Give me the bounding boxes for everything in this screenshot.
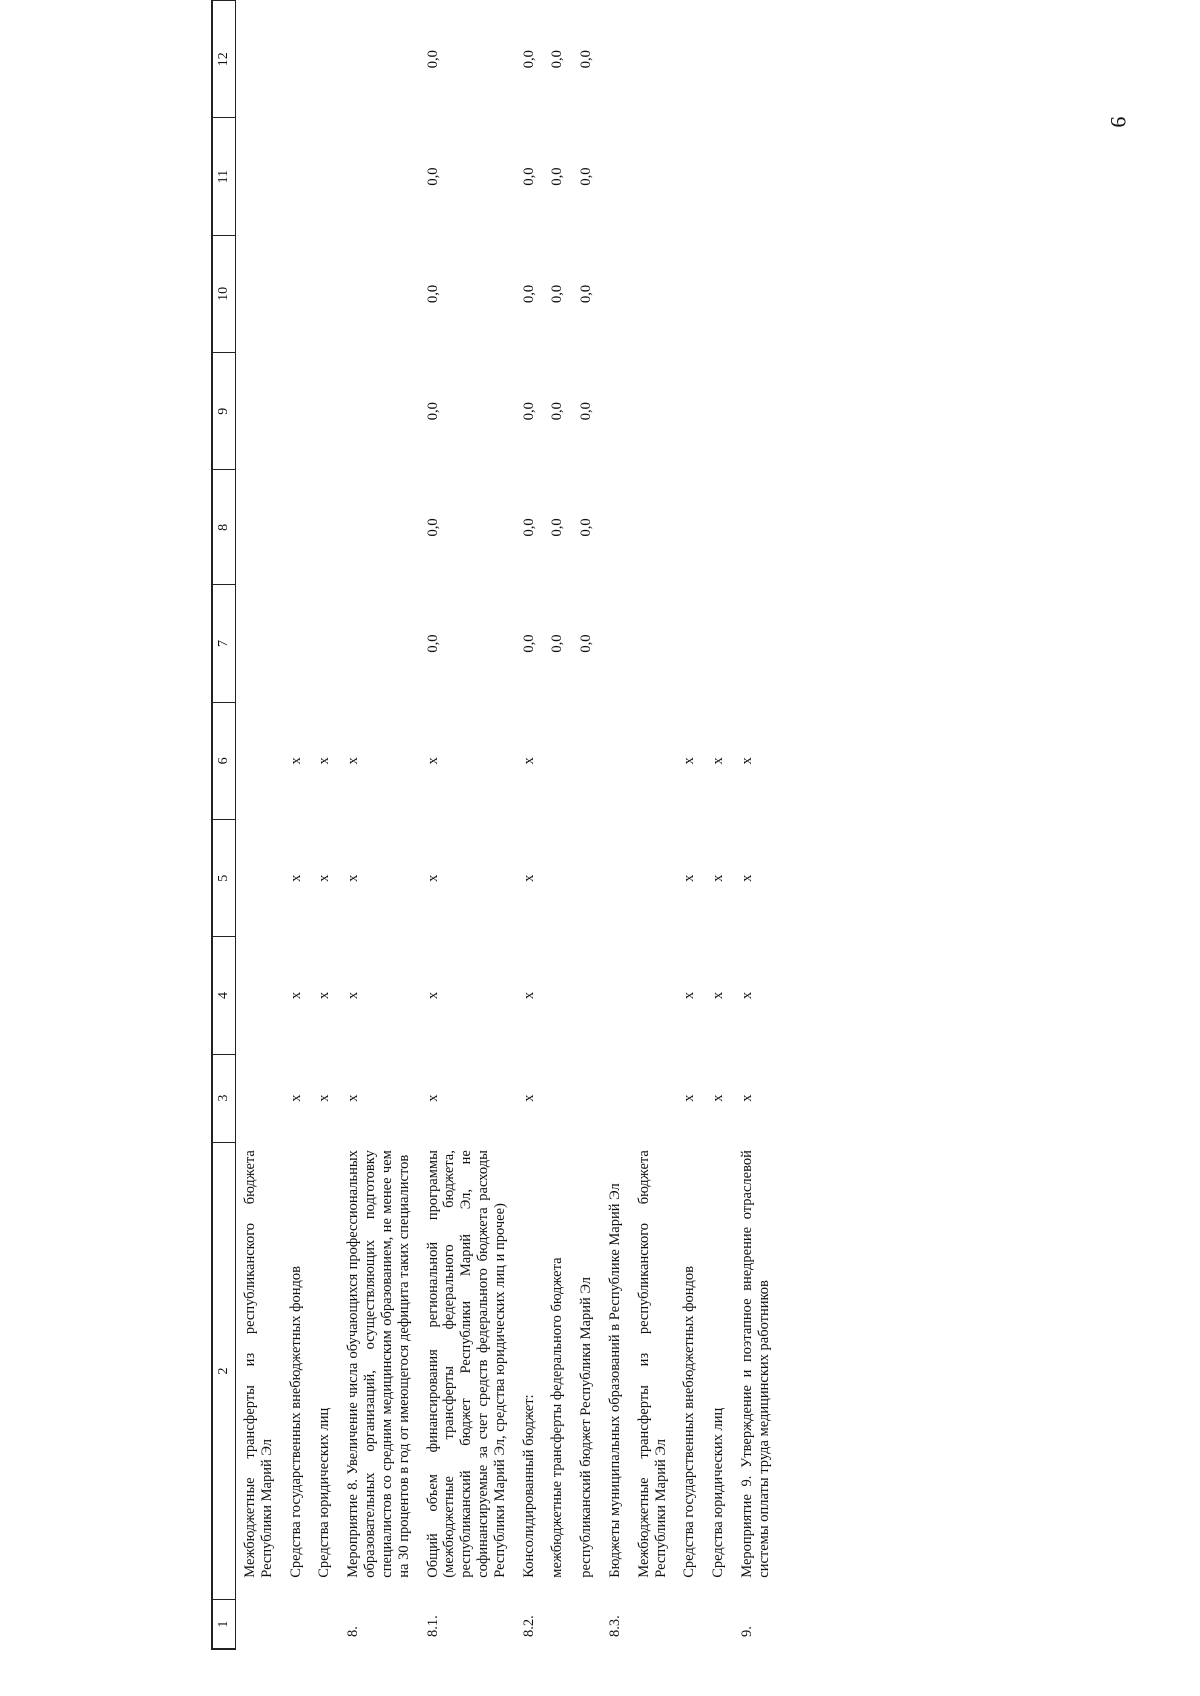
row-description: Средства юридических лиц (316, 1407, 333, 1578)
table-row (419, 1, 515, 1650)
row-number (572, 1600, 601, 1649)
cell-col-4: х (739, 991, 756, 1000)
cell-col-9 (236, 353, 282, 470)
cell-col-3: х (424, 1094, 441, 1102)
cell-col-5 (543, 820, 572, 937)
cell-col-11 (675, 118, 704, 235)
cell-col-4: х (345, 991, 362, 1000)
cell-col-9: 0,0 (549, 402, 566, 421)
cell-col-11 (630, 118, 676, 235)
cell-col-3 (601, 1054, 630, 1142)
row-number (543, 1600, 572, 1649)
cell-col-8: 0,0 (424, 518, 441, 537)
rotated-table-container (211, 0, 1200, 1650)
cell-col-6 (630, 702, 676, 819)
cell-col-3: х (710, 1094, 727, 1102)
cell-col-12 (733, 1, 779, 118)
table-row (572, 1, 601, 1650)
table-row (339, 1, 418, 1650)
cell-col-12: 0,0 (578, 50, 595, 69)
cell-col-6: х (345, 757, 362, 765)
cell-col-11: 0,0 (424, 167, 441, 186)
cell-col-10: 0,0 (520, 284, 537, 303)
cell-col-6: х (710, 757, 727, 765)
cell-col-8: 0,0 (578, 518, 595, 537)
cell-col-3 (572, 1054, 601, 1142)
row-number: 9. (739, 1626, 756, 1637)
cell-col-3: х (316, 1094, 333, 1102)
cell-col-8 (339, 470, 418, 585)
cell-col-6: х (424, 757, 441, 765)
cell-col-11 (282, 118, 311, 235)
row-number (704, 1600, 733, 1649)
cell-col-10 (704, 235, 733, 352)
cell-col-6: х (316, 757, 333, 765)
row-number: 8.1. (424, 1615, 441, 1637)
column-header-3: 3 (212, 1054, 236, 1142)
cell-col-6 (236, 702, 282, 819)
row-description: Бюджеты муниципальных образований в Республике Марий Эл (607, 1183, 623, 1578)
cell-col-10 (339, 235, 418, 352)
column-header-12: 12 (212, 1, 236, 118)
cell-col-6: х (287, 757, 304, 765)
cell-col-3: х (681, 1094, 698, 1102)
cell-col-5: х (710, 874, 727, 882)
table-row (630, 1, 676, 1650)
cell-col-11 (339, 118, 418, 235)
table-row (310, 1, 339, 1650)
cell-col-12: 0,0 (520, 50, 537, 69)
cell-col-6 (543, 702, 572, 819)
cell-col-12 (601, 1, 630, 118)
cell-col-8 (310, 470, 339, 585)
cell-col-9 (310, 353, 339, 470)
column-header-10: 10 (212, 235, 236, 352)
cell-col-11 (310, 118, 339, 235)
cell-col-3: х (287, 1094, 304, 1102)
row-number (282, 1600, 311, 1649)
cell-col-5: х (287, 874, 304, 882)
cell-col-7 (339, 585, 418, 702)
table-header (212, 1, 236, 1650)
page-number: 9 (1106, 116, 1131, 128)
table-row (601, 1, 630, 1650)
cell-col-11: 0,0 (578, 167, 595, 186)
cell-col-12 (236, 1, 282, 118)
cell-col-4: х (316, 991, 333, 1000)
cell-col-10 (733, 235, 779, 352)
cell-col-7 (733, 585, 779, 702)
column-header-1: 1 (212, 1600, 236, 1649)
row-description: Средства государственных внебюджетных фондов (681, 1266, 698, 1578)
cell-col-10 (310, 235, 339, 352)
column-header-5: 5 (212, 820, 236, 937)
cell-col-9 (630, 353, 676, 470)
cell-col-6: х (681, 757, 698, 765)
column-header-2: 2 (212, 1142, 236, 1600)
cell-col-6: х (739, 757, 756, 765)
cell-col-10: 0,0 (549, 284, 566, 303)
table-row (704, 1, 733, 1650)
cell-col-7 (236, 585, 282, 702)
cell-col-12 (704, 1, 733, 118)
cell-col-8 (704, 470, 733, 585)
cell-col-9: 0,0 (520, 402, 537, 421)
column-header-8: 8 (212, 470, 236, 585)
cell-col-5 (572, 820, 601, 937)
column-header-6: 6 (212, 702, 236, 819)
cell-col-3 (236, 1054, 282, 1142)
cell-col-4: х (681, 991, 698, 1000)
cell-col-7 (282, 585, 311, 702)
cell-col-5: х (345, 874, 362, 882)
cell-col-12 (310, 1, 339, 118)
cell-col-5 (236, 820, 282, 937)
row-description: Мероприятие 9. Утверждение и поэтапное внедрение отраслевой системы оплаты труда медицинских работников (739, 1150, 772, 1578)
cell-col-11 (601, 118, 630, 235)
cell-col-3: х (520, 1094, 537, 1102)
cell-col-5 (630, 820, 676, 937)
cell-col-10 (630, 235, 676, 352)
cell-col-7 (630, 585, 676, 702)
cell-col-10: 0,0 (424, 284, 441, 303)
cell-col-8 (282, 470, 311, 585)
cell-col-10 (601, 235, 630, 352)
cell-col-8 (236, 470, 282, 585)
row-number (236, 1600, 282, 1649)
cell-col-11 (733, 118, 779, 235)
cell-col-6: х (520, 757, 537, 765)
cell-col-8: 0,0 (549, 518, 566, 537)
row-description: Средства государственных внебюджетных фондов (287, 1266, 304, 1578)
cell-col-5 (601, 820, 630, 937)
row-description: Межбюджетные трансферты из республиканского бюджета Республики Марий Эл (242, 1150, 275, 1578)
cell-col-6 (572, 702, 601, 819)
cell-col-4 (543, 937, 572, 1054)
cell-col-5: х (520, 874, 537, 882)
cell-col-9 (339, 353, 418, 470)
table-row (515, 1, 544, 1650)
cell-col-9 (675, 353, 704, 470)
cell-col-9 (704, 353, 733, 470)
cell-col-5: х (424, 874, 441, 882)
row-description: Общий объем финансирования региональной программы (межбюджетные трансферты федерального бюджета, республиканский бюджет Республики Марий Эл, не софинансируемые за счет средств федерального бюджета расходы Республики Марий Эл, средства юридических лиц и прочее) (424, 1150, 508, 1578)
cell-col-12 (675, 1, 704, 118)
cell-col-12 (339, 1, 418, 118)
cell-col-4 (236, 937, 282, 1054)
cell-col-4 (572, 937, 601, 1054)
cell-col-8 (733, 470, 779, 585)
row-description: Средства юридических лиц (710, 1407, 727, 1578)
cell-col-5: х (316, 874, 333, 882)
row-number (630, 1600, 676, 1649)
cell-col-4: х (424, 991, 441, 1000)
row-description: республиканский бюджет Республики Марий Эл (578, 1276, 595, 1578)
cell-col-4: х (520, 991, 537, 1000)
cell-col-8 (675, 470, 704, 585)
column-header-4: 4 (212, 937, 236, 1054)
cell-col-12: 0,0 (549, 50, 566, 69)
cell-col-11: 0,0 (520, 167, 537, 186)
row-number: 8.2. (520, 1615, 537, 1637)
cell-col-4: х (710, 991, 727, 1000)
cell-col-3: х (739, 1094, 756, 1102)
row-description: Мероприятие 8. Увеличение числа обучающихся профессиональных образовательных организаций, осуществляющих подготовку специалистов со средним медицинским образованием, не менее чем на 30 процентов в год от имеющегося дефицита таких специалистов (345, 1150, 412, 1578)
cell-col-4 (630, 937, 676, 1054)
column-header-9: 9 (212, 353, 236, 470)
table-row (675, 1, 704, 1650)
cell-col-7: 0,0 (520, 634, 537, 653)
cell-col-7: 0,0 (578, 634, 595, 653)
row-number (675, 1600, 704, 1649)
table-row (236, 1, 282, 1650)
cell-col-9: 0,0 (578, 402, 595, 421)
cell-col-7: 0,0 (549, 634, 566, 653)
cell-col-3 (630, 1054, 676, 1142)
cell-col-12 (282, 1, 311, 118)
cell-col-5: х (739, 874, 756, 882)
cell-col-12: 0,0 (424, 50, 441, 69)
cell-col-10 (675, 235, 704, 352)
cell-col-10 (282, 235, 311, 352)
cell-col-3: х (345, 1094, 362, 1102)
row-number (310, 1600, 339, 1649)
table-row (282, 1, 311, 1650)
cell-col-8: 0,0 (520, 518, 537, 537)
row-number: 8.3. (607, 1615, 623, 1637)
cell-col-7 (675, 585, 704, 702)
row-description: межбюджетные трансферты федерального бюджета (549, 1257, 566, 1578)
cell-col-4 (601, 937, 630, 1054)
cell-col-9 (282, 353, 311, 470)
cell-col-12 (630, 1, 676, 118)
cell-col-7 (704, 585, 733, 702)
cell-col-9 (733, 353, 779, 470)
row-number: 8. (345, 1626, 362, 1637)
cell-col-7 (310, 585, 339, 702)
column-header-7: 7 (212, 585, 236, 702)
cell-col-10: 0,0 (578, 284, 595, 303)
cell-col-7 (601, 585, 630, 702)
table-row (543, 1, 572, 1650)
table-row (733, 1, 779, 1650)
cell-col-11 (704, 118, 733, 235)
cell-col-11: 0,0 (549, 167, 566, 186)
cell-col-11 (236, 118, 282, 235)
financing-table (211, 0, 779, 1650)
row-description: Консолидированный бюджет: (520, 1394, 537, 1578)
cell-col-8 (601, 470, 630, 585)
table-body (236, 1, 779, 1650)
cell-col-6 (601, 702, 630, 819)
cell-col-8 (630, 470, 676, 585)
cell-col-4: х (287, 991, 304, 1000)
cell-col-5: х (681, 874, 698, 882)
cell-col-3 (543, 1054, 572, 1142)
row-description: Межбюджетные трансферты из республиканского бюджета Республики Марий Эл (635, 1150, 669, 1578)
cell-col-7: 0,0 (424, 634, 441, 653)
column-header-11: 11 (212, 118, 236, 235)
cell-col-10 (236, 235, 282, 352)
cell-col-9: 0,0 (424, 402, 441, 421)
cell-col-9 (601, 353, 630, 470)
